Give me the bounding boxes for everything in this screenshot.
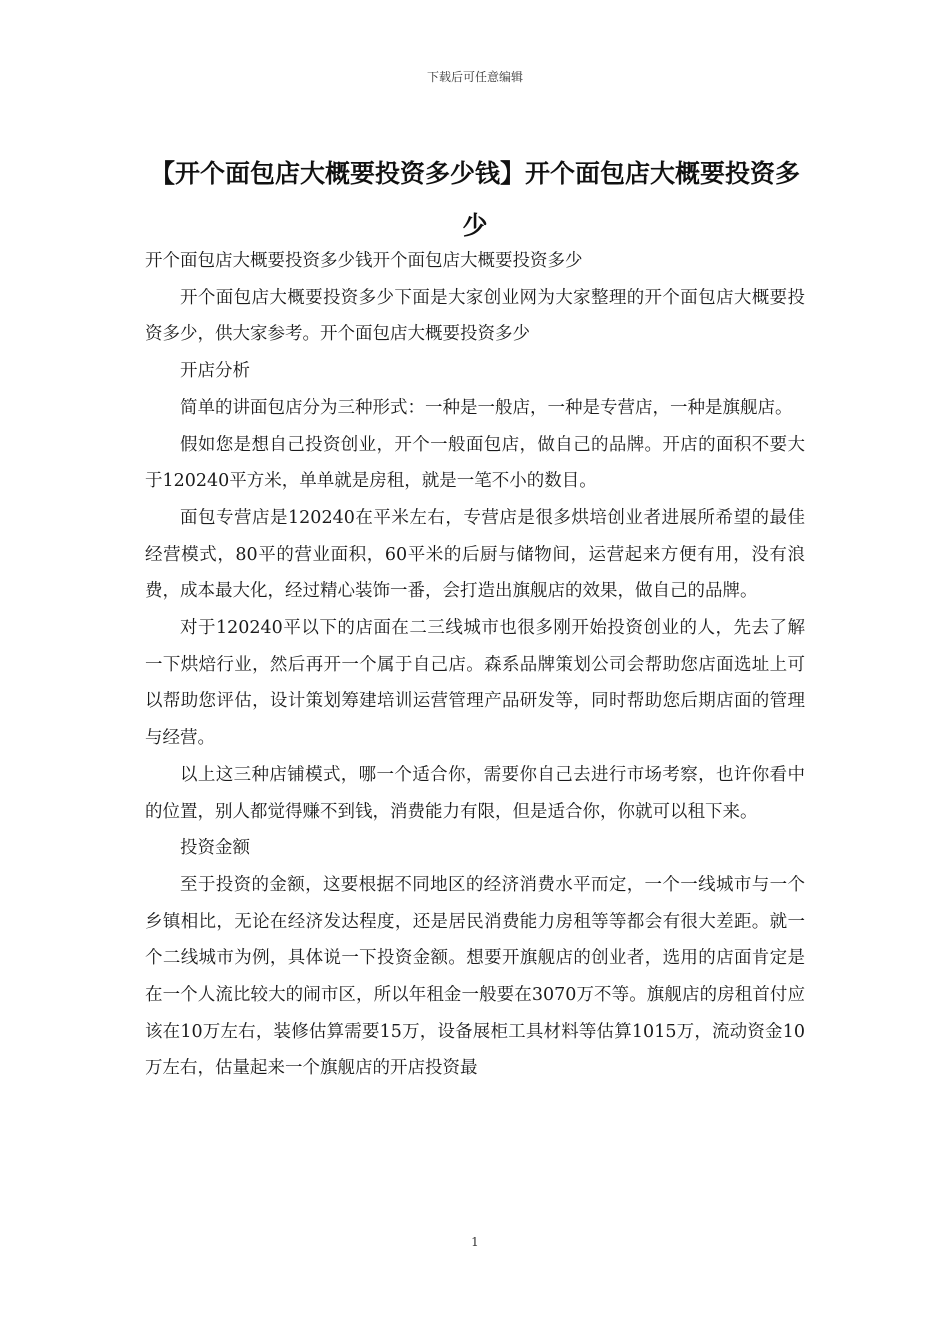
section-heading-investment: 投资金额 (180, 838, 250, 859)
document-body (145, 243, 805, 1087)
body-paragraph: 假如您是想自己投资创业，开个一般面包店，做自己的品牌。开店的面积不要大于120240平方米，单单就是房租，就是一笔不小的数目。 (145, 434, 805, 492)
page-number: 1 (471, 1235, 479, 1249)
subtitle-line: 开个面包店大概要投资多少钱开个面包店大概要投资多少 (145, 251, 583, 271)
document-title: 【开个面包店大概要投资多少钱】开个面包店大概要投资多少 (149, 159, 800, 240)
body-paragraph: 以上这三种店铺模式，哪一个适合你，需要你自己去进行市场考察，也许你看中的位置，别人都觉得赚不到钱，消费能力有限，但是适合你，你就可以租下来。 (145, 764, 805, 822)
header-note: 下载后可任意编辑 (426, 70, 523, 84)
body-paragraph: 对于120240平以下的店面在二三线城市也很多刚开始投资创业的人，先去了解一下烘焙行业，然后再开一个属于自己店。森系品牌策划公司会帮助您店面选址上可以帮助您评估，设计策划筹建培训运营管理产品研发等，同时帮助您后期店面的管理与经营。 (145, 618, 805, 749)
intro-paragraph: 开个面包店大概要投资多少下面是大家创业网为大家整理的开个面包店大概要投资多少，供大家参考。开个面包店大概要投资多少 (145, 287, 805, 345)
section-heading-analysis: 开店分析 (180, 361, 250, 382)
body-paragraph: 简单的讲面包店分为三种形式：一种是一般店，一种是专营店，一种是旗舰店。 (180, 397, 793, 418)
body-paragraph: 面包专营店是120240在平米左右，专营店是很多烘培创业者进展所希望的最佳经营模式，80平的营业面积，60平米的后厨与储物间，运营起来方便有用，没有浪费，成本最大化，经过精心装饰一番，会打造出旗舰店的效果，做自己的品牌。 (145, 507, 805, 602)
body-paragraph: 至于投资的金额，这要根据不同地区的经济消费水平而定，一个一线城市与一个乡镇相比，无论在经济发达程度，还是居民消费能力房租等等都会有很大差距。就一个二线城市为例，具体说一下投资金额。想要开旗舰店的创业者，选用的店面肯定是在一个人流比较大的闹市区，所以年租金一般要在3070万不等。旗舰店的房租首付应该在10万左右，装修估算需要15万，设备展柜工具材料等估算1015万，流动资金10万左右，估量起来一个旗舰店的开店投资最 (145, 874, 805, 1079)
